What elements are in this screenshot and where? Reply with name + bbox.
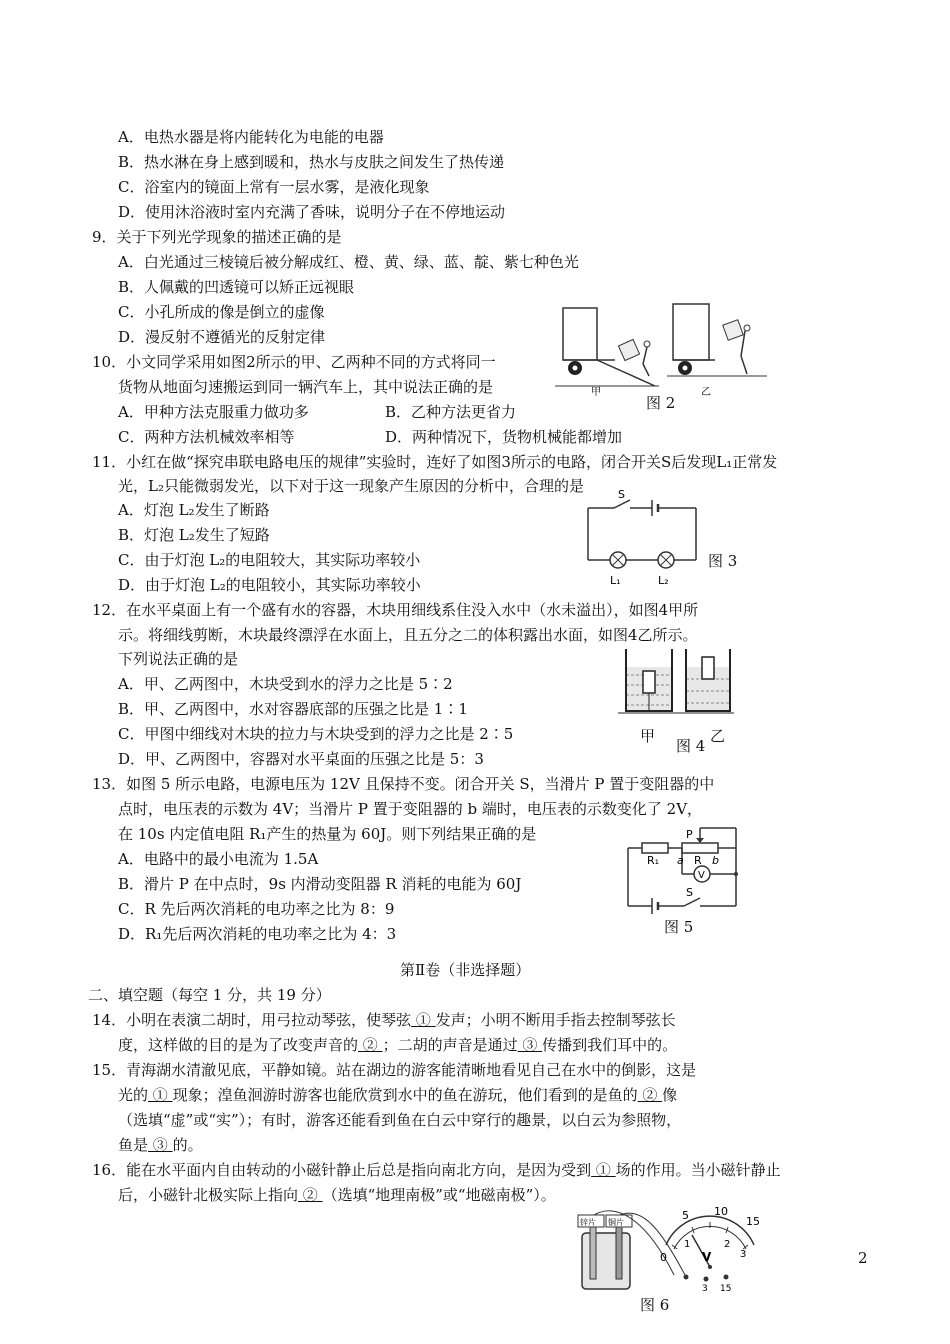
- fig6-terminal-15: 15: [720, 1284, 732, 1294]
- q15-blank-2: ②: [637, 1086, 663, 1104]
- fig6-scale-1: 1: [684, 1239, 691, 1250]
- q8-option-d: D．使用沐浴液时室内充满了香味，说明分子在不停地运动: [118, 203, 506, 221]
- q12-stem-1: 12．在水平桌面上有一个盛有水的容器，木块用细线系住没入水中（水未溢出），如图4甲所: [92, 601, 699, 619]
- container-b: [680, 649, 734, 713]
- figure-4-containers: [616, 645, 736, 723]
- fig6-plate-zinc: 锌片: [580, 1218, 596, 1227]
- q13-option-b: B．滑片 P 在中点时，9s 内滑动变阻器 R 消耗的电能为 60J: [118, 875, 522, 893]
- fig6-scale-5: 5: [682, 1209, 689, 1222]
- q13-option-c: C．R 先后两次消耗的电功率之比为 8：9: [118, 900, 395, 918]
- fig6-scale-10: 10: [714, 1205, 728, 1218]
- q15-text-2b: 现象；湟鱼洄游时游客也能欣赏到水中的鱼在游玩，他们看到的是鱼的: [172, 1086, 638, 1104]
- fig3-label-l1: L₁: [610, 574, 621, 587]
- q16-text-1b: 场的作用。当小磁针静止: [615, 1161, 781, 1179]
- fig6-scale-0: 0: [660, 1251, 667, 1264]
- q15-text-4a: 鱼是: [118, 1136, 149, 1154]
- q15-line-4: [118, 1135, 203, 1155]
- fig5-label-s: S: [686, 886, 693, 899]
- q13-stem-2: 点时，电压表的示数为 4V；当滑片 P 置于变阻器的 b 端时，电压表的示数变化了 2V，: [118, 800, 703, 818]
- q15-line-2: [118, 1085, 677, 1105]
- q14-text-1a: 14．小明在表演二胡时，用弓拉动琴弦，使琴弦: [92, 1011, 412, 1029]
- q16-line-2: [118, 1185, 556, 1205]
- q16-text-1a: 16．能在水平面内自由转动的小磁针静止后总是指向南北方向，是因为受到: [92, 1161, 592, 1179]
- fig5-label-a: a: [677, 854, 684, 867]
- q12-option-d: D．甲、乙两图中，容器对水平桌面的压强之比是 5：3: [118, 750, 484, 768]
- q13-option-a: A．电路中的最小电流为 1.5A: [118, 850, 319, 868]
- figure-5-caption: 图 5: [664, 918, 694, 936]
- voltmeter: [660, 1205, 760, 1294]
- q9-option-a: A．白光通过三棱镜后被分解成红、橙、黄、绿、蓝、靛、紫七种色光: [118, 253, 579, 271]
- fig4-label-a: 甲: [640, 727, 656, 745]
- q14-text-1b: 发声；小明不断用手指去控制琴弦长: [435, 1011, 676, 1029]
- fig5-label-v: V: [698, 870, 705, 881]
- fig6-terminal-3: 3: [702, 1284, 708, 1294]
- q16-blank-2: ②: [298, 1186, 323, 1204]
- q11-option-b: B．灯泡 L₂发生了短路: [118, 526, 270, 544]
- fig5-label-p: P: [686, 828, 693, 841]
- q12-stem-2: 示。将细线剪断，木块最终漂浮在水面上，且五分之二的体积露出水面，如图4乙所示。: [118, 626, 698, 644]
- q15-text-2a: 光的: [118, 1086, 149, 1104]
- section-fill-in-heading: 二、填空题（每空 1 分，共 19 分）: [88, 986, 331, 1004]
- q10-option-b: B．乙种方法更省力: [385, 403, 517, 421]
- q8-option-b: B．热水淋在身上感到暖和，热水与皮肤之间发生了热传递: [118, 153, 505, 171]
- figure-3-caption: 图 3: [708, 552, 738, 570]
- fig5-label-b: b: [712, 854, 719, 867]
- fig6-meter-label: V: [702, 1250, 712, 1264]
- q8-option-a: A．电热水器是将内能转化为电能的电器: [118, 128, 384, 146]
- fruit-battery: [578, 1215, 632, 1289]
- q12-option-c: C．甲图中细线对木块的拉力与木块受到的浮力之比是 2∶5: [118, 725, 514, 743]
- figure-6-battery-voltmeter: [574, 1205, 774, 1295]
- q14-blank-1: ①: [411, 1011, 436, 1029]
- q10-option-c: C．两种方法机械效率相等: [118, 428, 295, 446]
- truck-a: [555, 308, 659, 386]
- q16-line-1: [92, 1160, 781, 1180]
- q10-option-d: D．两种情况下，货物机械能都增加: [385, 428, 623, 446]
- part-2-title: 第Ⅱ卷（非选择题）: [400, 961, 531, 979]
- q9-option-d: D．漫反射不遵循光的反射定律: [118, 328, 326, 346]
- q14-line-2: [118, 1035, 677, 1055]
- q15-blank-1: ①: [148, 1086, 173, 1104]
- q15-text-4b: 的。: [172, 1136, 203, 1154]
- q9-option-b: B．人佩戴的凹透镜可以矫正远视眼: [118, 278, 355, 296]
- q16-blank-1: ①: [591, 1161, 616, 1179]
- q8-option-c: C．浴室内的镜面上常有一层水雾，是液化现象: [118, 178, 430, 196]
- q13-stem-3: 在 10s 内定值电阻 R₁产生的热量为 60J。则下列结果正确的是: [118, 825, 537, 843]
- q12-option-b: B．甲、乙两图中，水对容器底部的压强之比是 1∶1: [118, 700, 468, 718]
- q15-text-2c: 像: [662, 1086, 678, 1104]
- figure-2-caption: 图 2: [646, 394, 676, 412]
- q12-option-a: A．甲、乙两图中，木块受到水的浮力之比是 5∶2: [118, 675, 453, 693]
- q11-stem-1: 11．小红在做“探究串联电路电压的规律”实验时，连好了如图3所示的电路，闭合开关S后发现L₁正常发: [92, 453, 778, 471]
- q11-stem-2: 光，L₂只能微弱发光，以下对于这一现象产生原因的分析中，合理的是: [118, 477, 584, 495]
- fig3-label-s: S: [618, 488, 625, 501]
- q15-blank-3: ③: [148, 1136, 173, 1154]
- q13-option-d: D．R₁先后两次消耗的电功率之比为 4：3: [118, 925, 397, 943]
- fig4-label-b: 乙: [710, 727, 726, 745]
- q11-option-d: D．由于灯泡 L₂的电阻较小，其实际功率较小: [118, 576, 421, 594]
- q13-stem-1: 13．如图 5 所示电路，电源电压为 12V 且保持不变。闭合开关 S，当滑片 P 置于变阻器的中: [92, 775, 715, 793]
- fig6-scale-3: 3: [740, 1249, 747, 1260]
- q14-text-2b: ；二胡的声音是通过: [382, 1036, 518, 1054]
- q12-stem-3: 下列说法正确的是: [118, 650, 239, 668]
- q10-option-a: A．甲种方法克服重力做功多: [118, 403, 309, 421]
- figure-6-caption: 图 6: [640, 1296, 670, 1314]
- q15-line-1: 15．青海湖水清澈见底，平静如镜。站在湖边的游客能清晰地看见自己在水中的倒影，这是: [92, 1061, 697, 1079]
- fig2-label-a: 甲: [591, 387, 601, 398]
- q14-blank-2: ②: [358, 1036, 383, 1054]
- truck-b: [667, 304, 767, 376]
- figure-2-loading-truck: [555, 300, 770, 400]
- q9-option-c: C．小孔所成的像是倒立的虚像: [118, 303, 325, 321]
- q14-blank-3: ③: [517, 1036, 543, 1054]
- fig5-label-r1: R₁: [647, 854, 660, 867]
- figure-4-caption: 图 4: [676, 737, 706, 755]
- fig6-scale-15: 15: [746, 1215, 760, 1228]
- figure-3-series-circuit: [580, 488, 705, 588]
- q10-stem-1: 10．小文同学采用如图2所示的甲、乙两种不同的方式将同一: [92, 353, 496, 371]
- q15-line-3: （选填“虚”或“实”）；有时，游客还能看到鱼在白云中穿行的趣景，以白云为参照物，: [118, 1111, 682, 1129]
- q14-line-1: [92, 1010, 676, 1030]
- fig6-plate-copper: 铜片: [608, 1218, 624, 1227]
- q10-stem-2: 货物从地面匀速搬运到同一辆汽车上，其中说法正确的是: [118, 378, 494, 396]
- q14-text-2a: 度，这样做的目的是为了改变声音的: [118, 1036, 359, 1054]
- fig2-label-b: 乙: [701, 387, 711, 398]
- figure-5-circuit: [620, 826, 745, 916]
- q11-option-c: C．由于灯泡 L₂的电阻较大，其实际功率较小: [118, 551, 421, 569]
- q16-text-2b: （选填“地理南极”或“地磁南极”）。: [322, 1186, 556, 1204]
- q9-stem: 9．关于下列光学现象的描述正确的是: [92, 228, 342, 246]
- q14-text-2c: 传播到我们耳中的。: [542, 1036, 678, 1054]
- fig3-label-l2: L₂: [658, 574, 669, 587]
- q16-text-2a: 后，小磁针北极实际上指向: [118, 1186, 299, 1204]
- page-number: 2: [858, 1249, 868, 1267]
- container-a: [618, 649, 680, 713]
- fig6-scale-2: 2: [724, 1239, 731, 1250]
- q11-option-a: A．灯泡 L₂发生了断路: [118, 501, 270, 519]
- fig5-label-r: R: [694, 854, 702, 867]
